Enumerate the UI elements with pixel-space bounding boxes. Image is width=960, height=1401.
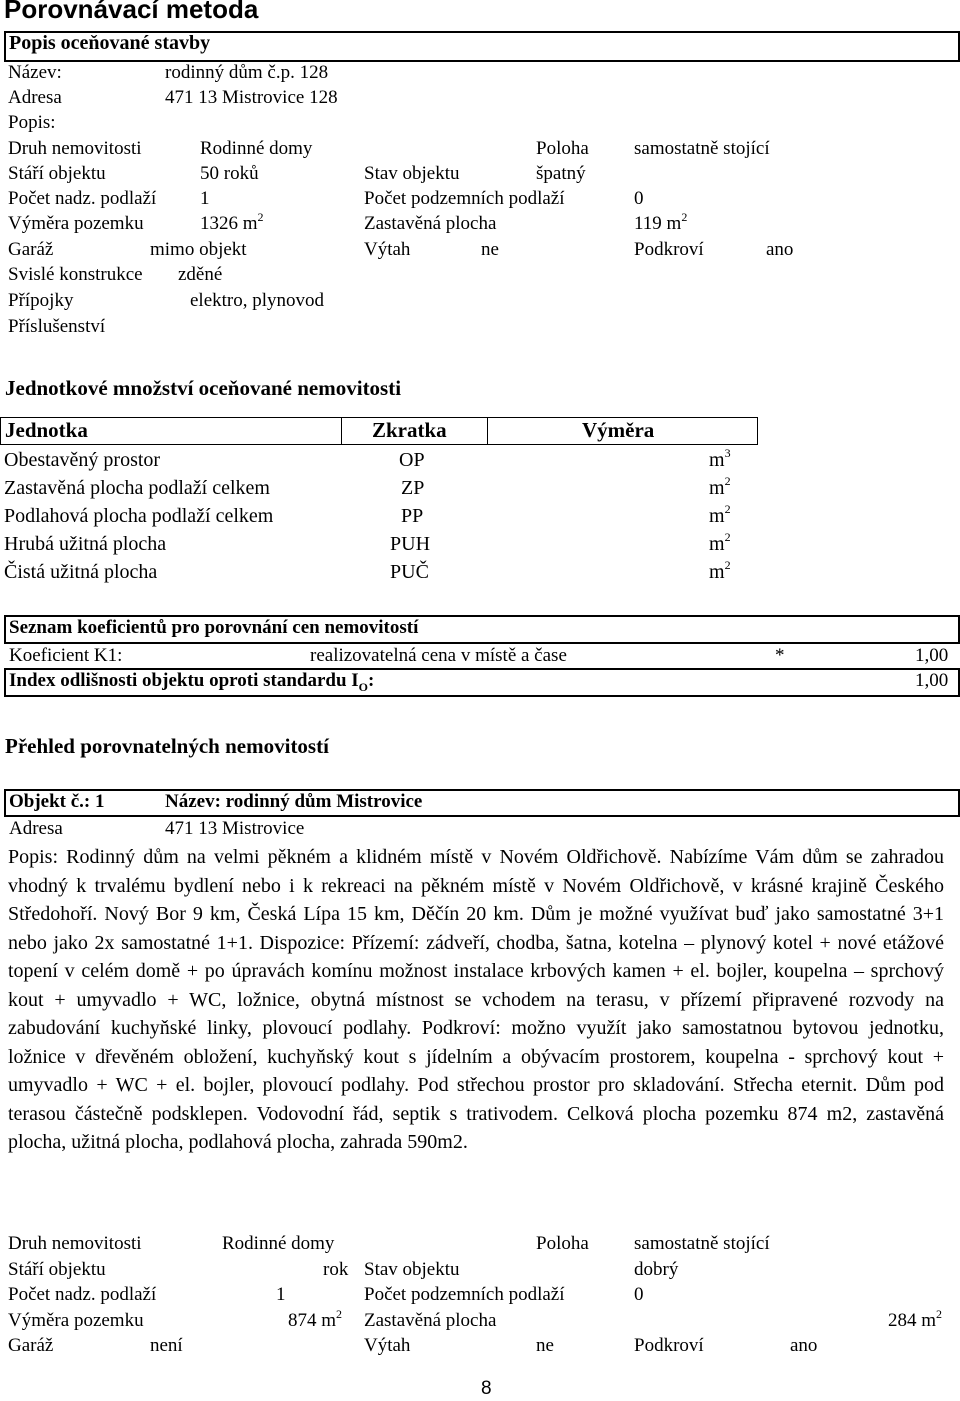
unit-name: Čistá užitná plocha [4,561,158,583]
exponent: 2 [936,1307,943,1321]
section-heading-units: Jednotkové množství oceňované nemovitosti [5,376,402,400]
o-vytah-value: ne [536,1335,554,1356]
o-podzemni-value: 0 [634,1284,644,1305]
column-header-zkratka: Zkratka [372,418,447,442]
pripojky-label: Přípojky [8,290,74,311]
svisle-value: zděné [178,264,223,285]
k1-value: 1,00 [915,645,949,666]
page-title: Porovnávací metoda [4,0,259,24]
adresa-label: Adresa [8,87,62,108]
o-podlazi-value: 1 [276,1284,286,1305]
druh-label: Druh nemovitosti [8,138,142,159]
objekt-name: Název: rodinný dům Mistrovice [165,791,423,812]
index-label: Index odlišnosti objektu oproti standardu $I_O$: [9,670,375,694]
index-value: 1,00 [915,670,949,691]
o-poloha-value: samostatně stojící [634,1233,770,1254]
o-podkrovi-value: ano [790,1335,818,1356]
o-druh-value: Rodinné domy [222,1233,335,1254]
unit-abbr: PUČ [390,561,429,583]
vymera-value: 1326 $m^2$ [200,210,264,234]
podzemni-label: Počet podzemních podlaží [364,188,565,209]
exponent: 2 [336,1307,343,1321]
stari-value: 50 roků [200,163,259,184]
objekt-header-box [4,789,960,817]
vytah-value: ne [481,239,499,260]
unit-name: Podlahová plocha podlaží celkem [4,505,274,527]
section-heading-coef: Seznam koeficientů pro porovnání cen nemovitostí [9,617,419,638]
unit-name: Hrubá užitná plocha [4,533,167,555]
o-stav-label: Stav objektu [364,1259,460,1280]
o-podlazi-label: Počet nadz. podlaží [8,1284,157,1305]
o-podkrovi-label: Podkroví [634,1335,704,1356]
unit-name: Obestavěný prostor [4,449,161,471]
o-vytah-label: Výtah [364,1335,411,1356]
adresa-value: 471 13 Mistrovice 128 [165,87,338,108]
stav-label: Stav objektu [364,163,460,184]
unit-measure: $m^2$ [709,558,731,583]
section-heading-popis: Popis oceňované stavby [9,32,211,54]
unit-abbr: OP [399,449,425,471]
column-header-jednotka: Jednotka [5,418,88,442]
unit-name: Zastavěná plocha podlaží celkem [4,477,270,499]
podlazi-label: Počet nadz. podlaží [8,188,157,209]
stari-label: Stáří objektu [8,163,106,184]
section-heading-overview: Přehled porovnatelných nemovitostí [5,734,329,758]
objekt-adresa-label: Adresa [9,818,63,839]
k1-description: realizovatelná cena v místě a čase [310,645,567,666]
objekt-description: Popis: Rodinný dům na velmi pěkném a klidném místě v Novém Oldřichově. Nabízíme Vám dům se zahradou vhodný k trvalému bydlení nebo i k rekreaci na pěkném místě v Novém Oldřichově, v krásné krajině Českého Středohoří. Nový Bor 9 km, Česká Lípa 15 km, Děčín 20 km. Dům je možné využívat buď jako samostatné 3+1 nebo jako 2x samostatné 1+1. Dispozice: Přízemí: zádveří, chodba, šatna, kotelna – plynový kotel + nové etážové topení v celém domě + po úpravách komínu možnost instalace krbových kamen + el. bojler, koupelna – sprchový kout + umyvadlo + WC, ložnice, obytná místnost se vchodem na terasu, v přízemí připravené rozvody na zabudování kuchyňské linky, plovoucí podlahy. Podkroví: možno využít jako samostatnou bytovou jednotku, ložnice v dřevěném obložení, kuchyňský kout s jídelním a obývacím prostorem, koupelna - sprchový kout + umyvadlo + WC + el. bojler, plovoucí podlahy. Pod střechou prostor pro skladování. Střecha eternit. Dům pod terasou částečně podsklepen. Vodovodní řád, septik s trativodem. Celková plocha pozemku 874 m2, zastavěná plocha, užitná plocha, podlahová plocha, zahrada 590m2. [8,846,944,1153]
o-zastavena-label: Zastavěná plocha [364,1310,497,1331]
k1-operator: * [775,645,785,666]
zastavena-label: Zastavěná plocha [364,213,497,234]
o-vymera-label: Výměra pozemku [8,1310,144,1331]
podkrovi-value: ano [766,239,794,260]
o-stari-value: rok [323,1259,349,1280]
unit-abbr: ZP [401,477,425,499]
poloha-label: Poloha [536,138,589,159]
nazev-label: Název: [8,62,62,83]
o-garaz-value: není [150,1335,183,1356]
objekt-adresa-value: 471 13 Mistrovice [165,818,305,839]
o-zastavena-value: 284 $m^2$ [888,1307,943,1331]
exponent: 2 [257,210,264,224]
stav-value: špatný [536,163,586,184]
column-header-vymera: Výměra [582,418,655,442]
popis-label: Popis: [8,112,56,133]
garaz-value: mimo objekt [150,239,247,260]
o-vymera-value: 874 $m^2$ [288,1307,343,1331]
o-stari-label: Stáří objektu [8,1259,106,1280]
vymera-label: Výměra pozemku [8,213,144,234]
podzemni-value: 0 [634,188,644,209]
unit-measure: $m^3$ [709,446,731,471]
exponent: 2 [681,210,688,224]
o-poloha-label: Poloha [536,1233,589,1254]
unit-measure: $m^2$ [709,530,731,555]
o-druh-label: Druh nemovitosti [8,1233,142,1254]
prislusenstvi-label: Příslušenství [8,316,106,337]
nazev-value: rodinný dům č.p. 128 [165,62,329,83]
o-podzemni-label: Počet podzemních podlaží [364,1284,565,1305]
podlazi-value: 1 [200,188,210,209]
podkrovi-label: Podkroví [634,239,704,260]
garaz-label: Garáž [8,239,54,260]
zastavena-value: 119 $m^2$ [634,210,688,234]
objekt-number: Objekt č.: 1 [9,791,105,812]
vytah-label: Výtah [364,239,411,260]
o-garaz-label: Garáž [8,1335,54,1356]
unit-measure: $m^2$ [709,502,731,527]
druh-value: Rodinné domy [200,138,313,159]
unit-abbr: PUH [390,533,431,555]
k1-label: Koeficient K1: [9,645,123,666]
unit-measure: $m^2$ [709,474,731,499]
svisle-label: Svislé konstrukce [8,264,143,285]
page-number: 8 [481,1378,492,1399]
poloha-value: samostatně stojící [634,138,770,159]
pripojky-value: elektro, plynovod [190,290,325,311]
unit-abbr: PP [401,505,424,527]
o-stav-value: dobrý [634,1259,679,1280]
